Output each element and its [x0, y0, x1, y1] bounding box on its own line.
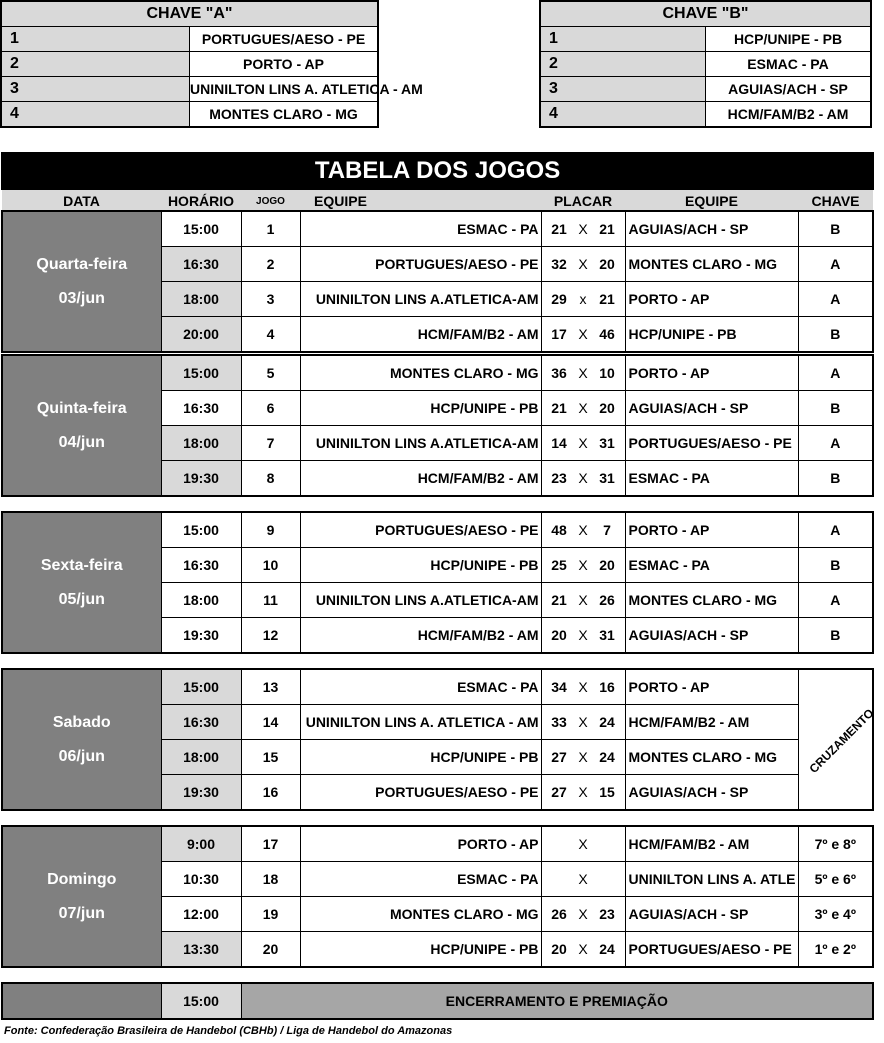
- home-score: 27: [551, 784, 567, 800]
- date: 07/jun: [58, 904, 105, 922]
- game-number: 1: [241, 211, 300, 247]
- game-time: 16:30: [161, 247, 241, 282]
- score: [541, 583, 625, 618]
- game-chave: 3º e 4º: [798, 897, 873, 932]
- away-team: AGUIAS/ACH - SP: [625, 775, 798, 811]
- score: [541, 548, 625, 583]
- header-jogo: JOGO: [241, 189, 300, 212]
- game-time: 18:00: [161, 740, 241, 775]
- home-team: UNINILTON LINS A.ATLETICA-AM: [300, 583, 541, 618]
- day-block: [1, 511, 874, 654]
- home-score: 14: [551, 435, 567, 451]
- game-chave: 1º e 2º: [798, 932, 873, 968]
- day-cell: [2, 211, 161, 352]
- score: [541, 862, 625, 897]
- game-chave: 5º e 6º: [798, 862, 873, 897]
- group-team-row: [540, 52, 871, 77]
- team-name: PORTO - AP: [190, 52, 379, 77]
- source-footer: Fonte: Confederação Brasileira de Handebol (CBHb) / Liga de Handebol do Amazonas: [4, 1025, 453, 1037]
- score-separator: X: [578, 627, 588, 643]
- team-name: ESMAC - PA: [706, 52, 872, 77]
- game-chave: A: [798, 512, 873, 548]
- game-chave: 7º e 8º: [798, 826, 873, 862]
- group-b-table: [539, 0, 872, 128]
- group-title: CHAVE "B": [540, 1, 871, 27]
- schedule-title: TABELA DOS JOGOS: [2, 153, 873, 189]
- header-equipe-1: EQUIPE: [300, 189, 541, 212]
- score: [541, 282, 625, 317]
- game-time: 16:30: [161, 548, 241, 583]
- home-score: 27: [551, 749, 567, 765]
- day-cell: [2, 669, 161, 810]
- score: [541, 705, 625, 740]
- away-score: 31: [599, 627, 615, 643]
- away-team: AGUIAS/ACH - SP: [625, 211, 798, 247]
- home-team: HCP/UNIPE - PB: [300, 548, 541, 583]
- team-name: AGUIAS/ACH - SP: [706, 77, 872, 102]
- game-number: 9: [241, 512, 300, 548]
- score-separator: X: [578, 836, 588, 852]
- team-seed: 2: [540, 52, 706, 77]
- home-score: 21: [551, 221, 567, 237]
- game-chave: B: [798, 317, 873, 353]
- team-name: MONTES CLARO - MG: [190, 102, 379, 128]
- away-team: ESMAC - PA: [625, 461, 798, 497]
- game-time: 19:30: [161, 461, 241, 497]
- closing-date-cell: [2, 983, 161, 1019]
- home-team: UNINILTON LINS A. ATLETICA - AM: [300, 705, 541, 740]
- home-score: 33: [551, 714, 567, 730]
- home-team: PORTUGUES/AESO - PE: [300, 247, 541, 282]
- game-time: 15:00: [161, 512, 241, 548]
- closing-time: 15:00: [161, 983, 241, 1019]
- score-separator: X: [578, 221, 588, 237]
- day-block: [1, 668, 877, 811]
- team-seed: 4: [540, 102, 706, 128]
- group-team-row: [540, 102, 871, 128]
- home-team: HCM/FAM/B2 - AM: [300, 317, 541, 353]
- away-score: 20: [599, 557, 615, 573]
- home-score: 17: [551, 326, 567, 342]
- away-team: HCM/FAM/B2 - AM: [625, 705, 798, 740]
- home-score: 25: [551, 557, 567, 573]
- away-score: 7: [603, 522, 611, 538]
- game-number: 15: [241, 740, 300, 775]
- away-score: 46: [599, 326, 615, 342]
- game-number: 16: [241, 775, 300, 811]
- score-separator: X: [578, 470, 588, 486]
- home-score: 34: [551, 679, 567, 695]
- game-number: 20: [241, 932, 300, 968]
- game-number: 14: [241, 705, 300, 740]
- game-time: 15:00: [161, 355, 241, 391]
- closing-row: [1, 982, 874, 1020]
- away-team: PORTO - AP: [625, 355, 798, 391]
- game-number: 12: [241, 618, 300, 654]
- score-separator: X: [578, 714, 588, 730]
- score: [541, 669, 625, 705]
- game-chave: B: [798, 211, 873, 247]
- away-team: HCM/FAM/B2 - AM: [625, 826, 798, 862]
- score: [541, 775, 625, 811]
- group-team-row: [1, 102, 378, 128]
- home-team: PORTO - AP: [300, 826, 541, 862]
- away-team: MONTES CLARO - MG: [625, 740, 798, 775]
- game-chave: A: [798, 247, 873, 282]
- score-separator: X: [578, 522, 588, 538]
- schedule-header: [1, 152, 874, 212]
- away-team: HCP/UNIPE - PB: [625, 317, 798, 353]
- away-score: 24: [599, 941, 615, 957]
- score-separator: X: [578, 749, 588, 765]
- game-number: 18: [241, 862, 300, 897]
- score: [541, 247, 625, 282]
- score-separator: X: [578, 784, 588, 800]
- score-separator: X: [578, 557, 588, 573]
- game-time: 10:30: [161, 862, 241, 897]
- game-chave: B: [798, 548, 873, 583]
- score-separator: X: [578, 365, 588, 381]
- home-score: 20: [551, 941, 567, 957]
- away-team: AGUIAS/ACH - SP: [625, 897, 798, 932]
- game-time: 18:00: [161, 426, 241, 461]
- home-score: 21: [551, 592, 567, 608]
- team-seed: 1: [1, 27, 190, 52]
- date: 04/jun: [58, 433, 105, 451]
- game-time: 16:30: [161, 705, 241, 740]
- game-time: 19:30: [161, 618, 241, 654]
- score: [541, 461, 625, 497]
- game-number: 11: [241, 583, 300, 618]
- group-team-row: [1, 52, 378, 77]
- day-cell: [2, 355, 161, 496]
- away-team: PORTO - AP: [625, 512, 798, 548]
- team-seed: 3: [1, 77, 190, 102]
- game-number: 8: [241, 461, 300, 497]
- game-number: 3: [241, 282, 300, 317]
- header-chave: CHAVE: [798, 189, 873, 212]
- team-seed: 4: [1, 102, 190, 128]
- game-row: [2, 826, 873, 862]
- home-team: MONTES CLARO - MG: [300, 355, 541, 391]
- away-team: ESMAC - PA: [625, 548, 798, 583]
- game-time: 12:00: [161, 897, 241, 932]
- game-chave: A: [798, 426, 873, 461]
- header-horario: HORÁRIO: [161, 189, 241, 212]
- score: [541, 932, 625, 968]
- cruzamento-label: CRUZAMENTO: [806, 705, 877, 776]
- away-score: 16: [599, 679, 615, 695]
- game-number: 4: [241, 317, 300, 353]
- game-number: 6: [241, 391, 300, 426]
- game-row: [2, 211, 873, 247]
- score-separator: X: [578, 326, 588, 342]
- score: [541, 512, 625, 548]
- game-time: 18:00: [161, 583, 241, 618]
- game-number: 7: [241, 426, 300, 461]
- game-number: 19: [241, 897, 300, 932]
- team-name: UNINILTON LINS A. ATLETICA - AM: [190, 77, 379, 102]
- away-team: MONTES CLARO - MG: [625, 583, 798, 618]
- away-team: AGUIAS/ACH - SP: [625, 618, 798, 654]
- score-separator: X: [578, 871, 588, 887]
- home-score: 29: [551, 291, 567, 307]
- away-score: 21: [599, 221, 615, 237]
- score: [541, 618, 625, 654]
- group-team-row: [540, 27, 871, 52]
- closing-label: ENCERRAMENTO E PREMIAÇÃO: [241, 983, 873, 1019]
- day-cell: [2, 512, 161, 653]
- game-number: 5: [241, 355, 300, 391]
- score-separator: X: [578, 941, 588, 957]
- chave-cell: [798, 669, 877, 810]
- group-team-row: [1, 27, 378, 52]
- score: [541, 211, 625, 247]
- home-score: 26: [551, 906, 567, 922]
- score: [541, 826, 625, 862]
- game-time: 18:00: [161, 282, 241, 317]
- away-score: 10: [599, 365, 615, 381]
- game-number: 10: [241, 548, 300, 583]
- away-score: 31: [599, 470, 615, 486]
- score: [541, 391, 625, 426]
- away-team: PORTUGUES/AESO - PE: [625, 426, 798, 461]
- home-team: ESMAC - PA: [300, 862, 541, 897]
- group-a-table: [0, 0, 423, 128]
- game-time: 15:00: [161, 669, 241, 705]
- home-score: 23: [551, 470, 567, 486]
- header-data: DATA: [2, 189, 161, 212]
- team-seed: 2: [1, 52, 190, 77]
- away-score: 31: [599, 435, 615, 451]
- home-team: PORTUGUES/AESO - PE: [300, 775, 541, 811]
- weekday: Quarta-feira: [36, 255, 128, 273]
- game-chave: B: [798, 618, 873, 654]
- home-team: MONTES CLARO - MG: [300, 897, 541, 932]
- home-score: 21: [551, 400, 567, 416]
- game-row: [2, 669, 873, 705]
- away-team: AGUIAS/ACH - SP: [625, 391, 798, 426]
- score: [541, 355, 625, 391]
- home-team: HCP/UNIPE - PB: [300, 740, 541, 775]
- away-score: 24: [599, 714, 615, 730]
- team-name: HCP/UNIPE - PB: [706, 27, 872, 52]
- game-time: 15:00: [161, 211, 241, 247]
- away-score: 23: [599, 906, 615, 922]
- game-row: [2, 355, 873, 391]
- score: [541, 426, 625, 461]
- date: 06/jun: [58, 747, 105, 765]
- game-time: 20:00: [161, 317, 241, 353]
- weekday: Sexta-feira: [40, 556, 123, 574]
- away-score: 15: [599, 784, 615, 800]
- game-number: 13: [241, 669, 300, 705]
- group-title: CHAVE "A": [1, 1, 378, 27]
- group-team-row: [540, 77, 871, 102]
- score-separator: X: [578, 256, 588, 272]
- game-time: 9:00: [161, 826, 241, 862]
- game-number: 17: [241, 826, 300, 862]
- home-team: HCP/UNIPE - PB: [300, 932, 541, 968]
- away-team: UNINILTON LINS A. ATLE: [625, 862, 798, 897]
- team-name: HCM/FAM/B2 - AM: [706, 102, 872, 128]
- game-row: [2, 512, 873, 548]
- day-cell: [2, 826, 161, 967]
- home-team: HCM/FAM/B2 - AM: [300, 461, 541, 497]
- home-team: HCP/UNIPE - PB: [300, 391, 541, 426]
- team-seed: 3: [540, 77, 706, 102]
- date: 03/jun: [58, 289, 105, 307]
- score-separator: X: [578, 435, 588, 451]
- away-team: PORTO - AP: [625, 282, 798, 317]
- score: [541, 740, 625, 775]
- home-score: 48: [551, 522, 567, 538]
- home-team: PORTUGUES/AESO - PE: [300, 512, 541, 548]
- away-team: MONTES CLARO - MG: [625, 247, 798, 282]
- day-block: [1, 825, 874, 968]
- away-team: PORTUGUES/AESO - PE: [625, 932, 798, 968]
- game-time: 16:30: [161, 391, 241, 426]
- away-team: PORTO - AP: [625, 669, 798, 705]
- home-team: HCM/FAM/B2 - AM: [300, 618, 541, 654]
- team-name: PORTUGUES/AESO - PE: [190, 27, 379, 52]
- score-separator: X: [578, 906, 588, 922]
- home-team: ESMAC - PA: [300, 669, 541, 705]
- away-score: 21: [599, 291, 615, 307]
- home-team: UNINILTON LINS A.ATLETICA-AM: [300, 426, 541, 461]
- game-chave: A: [798, 282, 873, 317]
- score-separator: X: [578, 400, 588, 416]
- away-score: 24: [599, 749, 615, 765]
- game-chave: B: [798, 391, 873, 426]
- away-score: 20: [599, 256, 615, 272]
- group-team-row: [1, 77, 378, 102]
- weekday: Quinta-feira: [36, 399, 127, 417]
- weekday: Sabado: [52, 713, 111, 731]
- header-equipe-2: EQUIPE: [625, 189, 798, 212]
- game-time: 13:30: [161, 932, 241, 968]
- game-number: 2: [241, 247, 300, 282]
- score: [541, 897, 625, 932]
- team-seed: 1: [540, 27, 706, 52]
- away-score: 26: [599, 592, 615, 608]
- home-team: UNINILTON LINS A.ATLETICA-AM: [300, 282, 541, 317]
- game-chave: B: [798, 461, 873, 497]
- day-block: [1, 210, 874, 353]
- home-team: ESMAC - PA: [300, 211, 541, 247]
- away-score: 20: [599, 400, 615, 416]
- home-score: 20: [551, 627, 567, 643]
- date: 05/jun: [58, 590, 105, 608]
- score-separator: X: [578, 679, 588, 695]
- game-time: 19:30: [161, 775, 241, 811]
- score-separator: X: [578, 592, 588, 608]
- home-score: 32: [551, 256, 567, 272]
- header-placar: PLACAR: [541, 189, 625, 212]
- game-chave: A: [798, 355, 873, 391]
- score: [541, 317, 625, 353]
- weekday: Domingo: [47, 870, 117, 888]
- game-chave: A: [798, 583, 873, 618]
- day-block: [1, 354, 874, 497]
- home-score: 36: [551, 365, 567, 381]
- score-separator: x: [579, 291, 587, 307]
